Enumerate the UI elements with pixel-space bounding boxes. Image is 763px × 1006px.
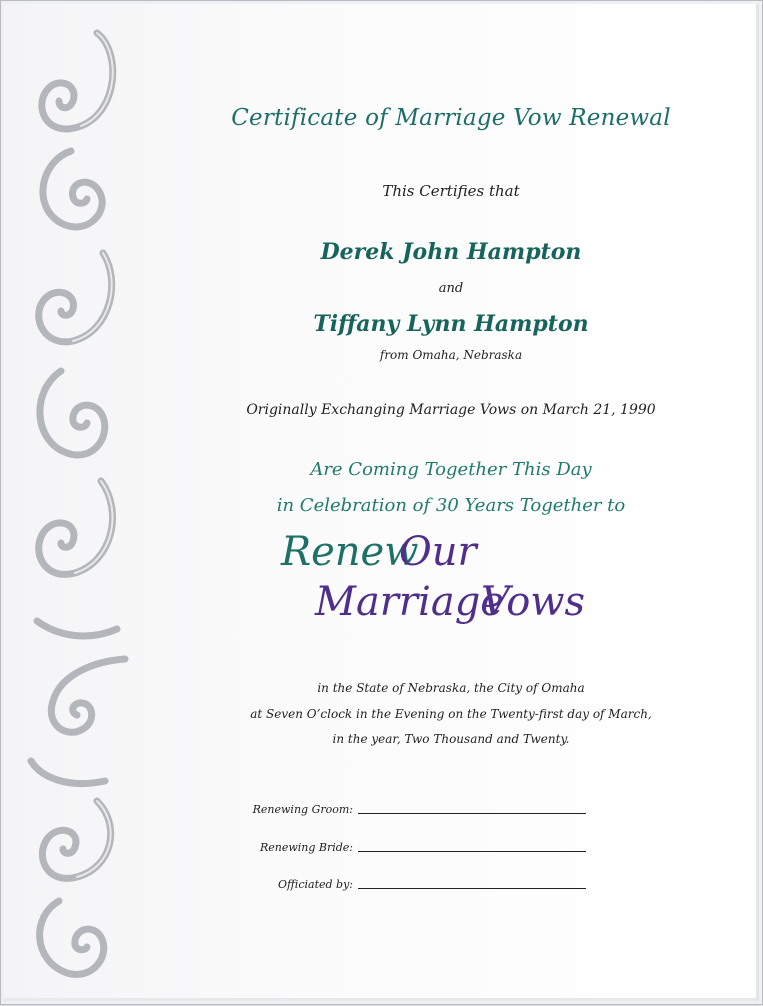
renew-vows-headline [271, 529, 601, 649]
location-line-3: in the year, Two Thousand and Twenty. [332, 732, 570, 746]
bride-signature-line[interactable] [358, 851, 586, 852]
groom-signature-line[interactable] [358, 813, 586, 814]
coming-together-text: Are Coming Together This Day [310, 459, 592, 480]
headline-word-our: Our [399, 529, 477, 575]
original-vows-text: Originally Exchanging Marriage Vows on March 21, 1990 [246, 402, 656, 418]
headline-word-marriage: Marriage [315, 579, 504, 625]
location-line-1: in the State of Nebraska, the City of Omaha [317, 681, 585, 695]
celebration-text: in Celebration of 30 Years Together to [276, 495, 626, 516]
signature-row-officiant [201, 873, 601, 895]
partner-name-1: Derek John Hampton [320, 239, 582, 265]
bride-signature-label: Renewing Bride: [259, 841, 353, 854]
origin-text: from Omaha, Nebraska [379, 348, 523, 362]
officiant-signature-line[interactable] [358, 888, 586, 889]
signature-row-bride [201, 836, 601, 858]
location-line-2: at Seven O’clock in the Evening on the Twenty-first day of March, [250, 707, 652, 721]
partner-name-2: Tiffany Lynn Hampton [313, 311, 589, 337]
certificate-body [1, 1, 763, 1006]
signature-row-groom [201, 798, 601, 820]
certifies-text: This Certifies that [382, 182, 520, 200]
certificate-title: Certificate of Marriage Vow Renewal [231, 105, 671, 131]
headline-word-vows: Vows [481, 579, 586, 625]
groom-signature-label: Renewing Groom: [252, 803, 353, 816]
officiant-signature-label: Officiated by: [278, 878, 353, 891]
conjunction-text: and [438, 281, 464, 296]
headline-word-renew: Renew [281, 529, 419, 575]
